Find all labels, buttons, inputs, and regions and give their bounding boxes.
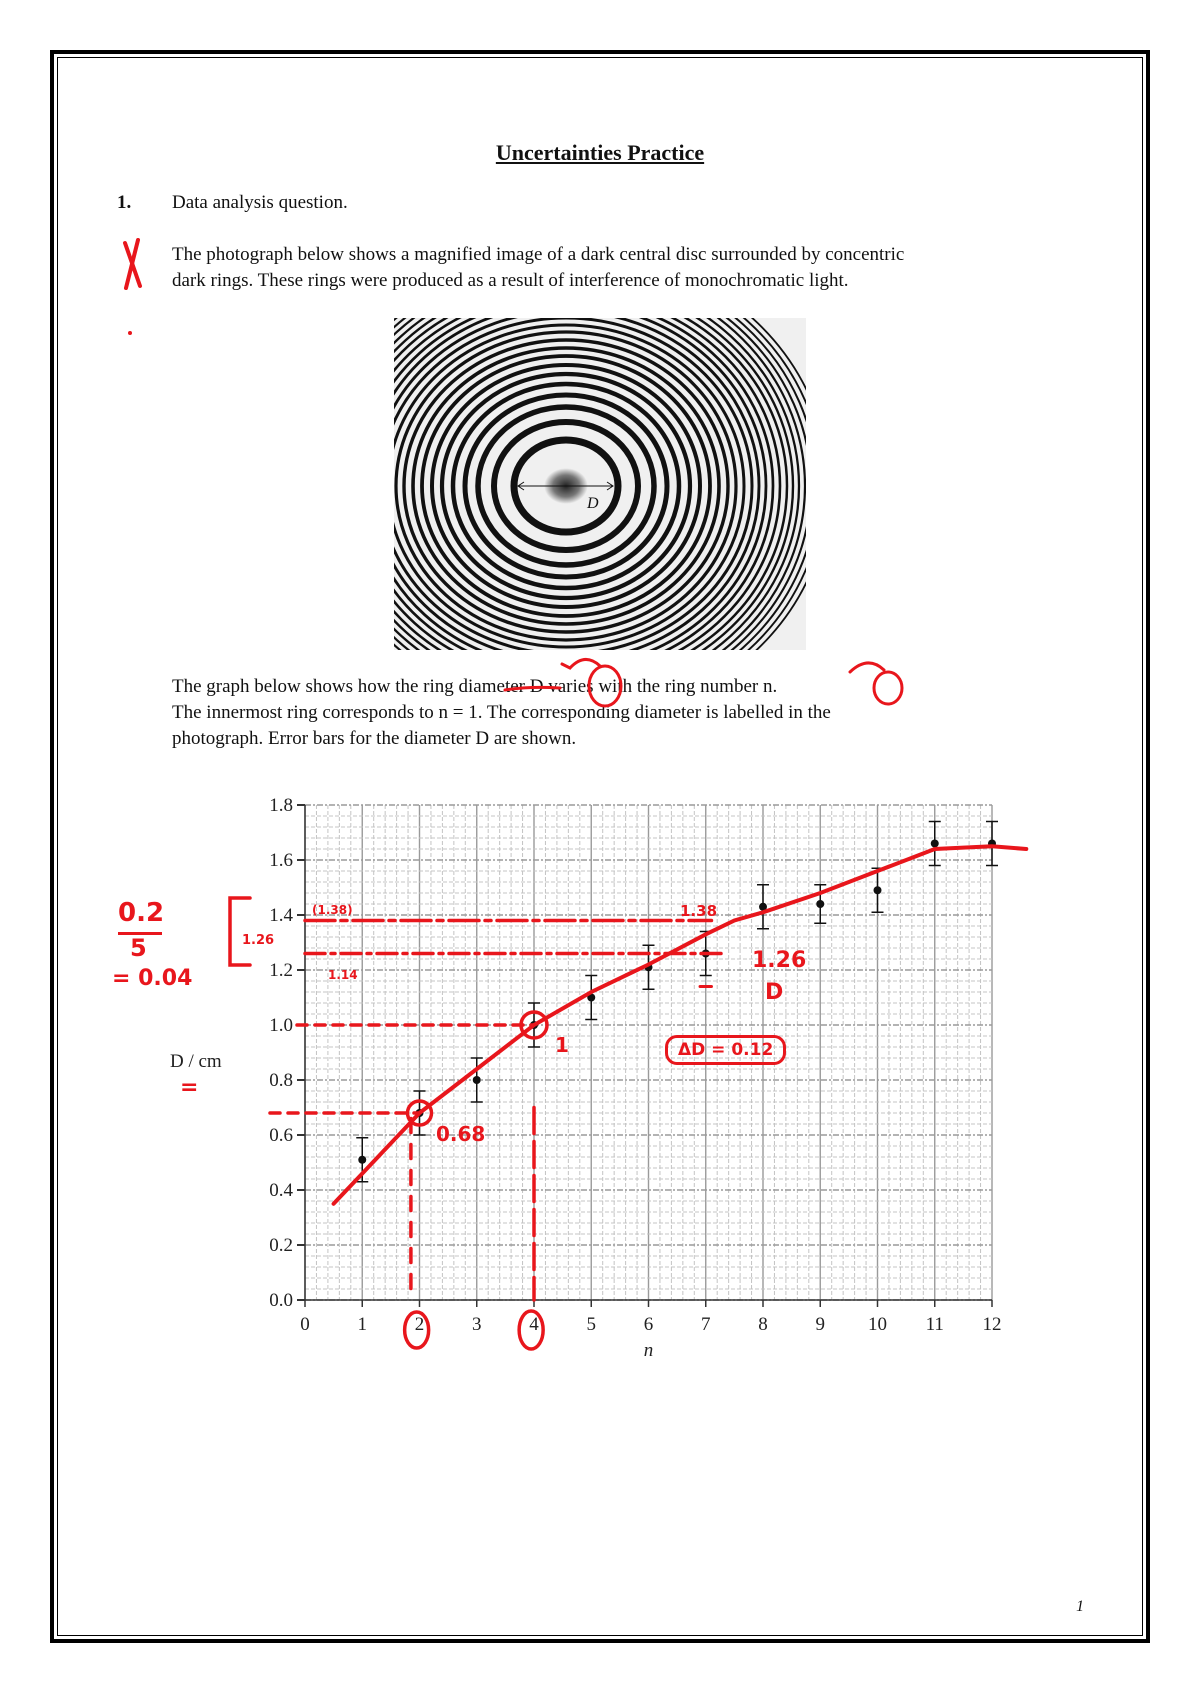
- svg-text:1.2: 1.2: [269, 960, 293, 981]
- label-1-38-right: 1.38: [680, 902, 718, 920]
- svg-text:0.0: 0.0: [269, 1290, 293, 1311]
- svg-text:4: 4: [529, 1314, 539, 1335]
- svg-text:1.0: 1.0: [269, 1015, 293, 1036]
- page-title: Uncertainties Practice: [495, 140, 705, 165]
- data-point: [757, 885, 769, 929]
- svg-text:10: 10: [868, 1314, 887, 1335]
- page-number: 1: [1076, 1598, 1084, 1615]
- diameter-label: D: [587, 495, 599, 512]
- svg-text:7: 7: [701, 1314, 711, 1335]
- svg-text:0.4: 0.4: [269, 1180, 293, 1201]
- paragraph-photo-description: The photograph below shows a magnified image of a dark central disc surrounded by concentric dark rings. These rings were produced as a result of interference of monochromatic light.: [172, 244, 905, 291]
- svg-text:0.2: 0.2: [269, 1235, 293, 1256]
- svg-text:11: 11: [925, 1314, 944, 1335]
- svg-text:8: 8: [758, 1314, 768, 1335]
- delta-D-box: ΔD = 0.12: [665, 1035, 786, 1065]
- data-point: [929, 822, 941, 866]
- svg-text:6: 6: [643, 1314, 654, 1335]
- label-1-26-right: 1.26: [752, 948, 807, 973]
- chart-grid: [305, 805, 992, 1300]
- data-point: [585, 976, 597, 1020]
- svg-text:3: 3: [472, 1314, 482, 1335]
- label-D-annotation: D: [765, 980, 784, 1005]
- equals-mark: =: [180, 1075, 199, 1100]
- paragraph-graph-description: The graph below shows how the ring diameter D varies with the ring number n. The innermost ring corresponds to n = 1. The corresponding diameter is labelled in the photograph. Error bars for the diameter D are shown.: [172, 676, 831, 749]
- question-number: 1.: [117, 192, 132, 213]
- svg-text:9: 9: [815, 1314, 825, 1335]
- label-1-26-left: 1.26: [242, 933, 275, 948]
- svg-text:5: 5: [586, 1314, 596, 1335]
- svg-text:1.6: 1.6: [269, 850, 293, 871]
- data-point: [872, 868, 884, 912]
- chart-tick-labels: [269, 795, 1001, 1335]
- svg-text:0.6: 0.6: [269, 1125, 293, 1146]
- gradient-result: = 0.04: [112, 966, 193, 991]
- y-axis-label: D / cm: [170, 1051, 222, 1072]
- svg-text:1.8: 1.8: [269, 795, 293, 816]
- svg-text:2: 2: [414, 1314, 425, 1335]
- label-1-38-left: (1.38): [312, 903, 353, 917]
- gradient-fraction-bottom: 5: [130, 934, 147, 962]
- x-axis-label: n: [643, 1340, 654, 1361]
- label-0-68: 0.68: [436, 1122, 486, 1146]
- label-1: 1: [555, 1033, 569, 1057]
- svg-text:0: 0: [300, 1314, 310, 1335]
- svg-text:12: 12: [982, 1314, 1002, 1335]
- label-1-14: 1.14: [328, 968, 358, 982]
- svg-text:1.4: 1.4: [269, 905, 293, 926]
- bracket: [230, 898, 250, 965]
- question-title: Data analysis question.: [172, 192, 348, 213]
- gradient-fraction-top: 0.2: [118, 898, 165, 928]
- data-point: [986, 822, 998, 866]
- svg-text:1: 1: [357, 1314, 367, 1335]
- svg-text:0.8: 0.8: [269, 1070, 293, 1091]
